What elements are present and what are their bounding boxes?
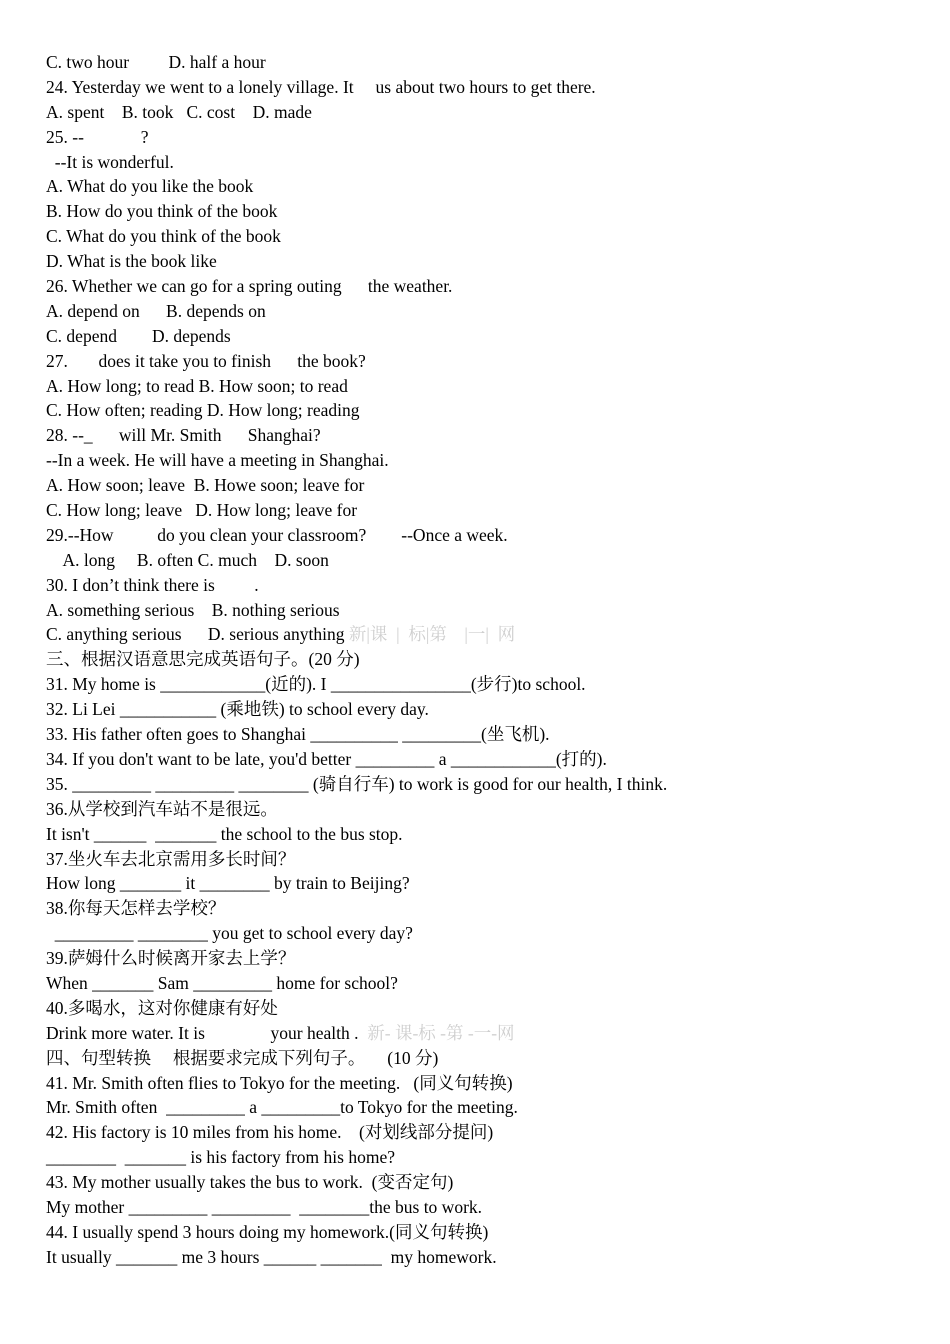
watermark: 新- 课-标 -第 -一-网: [358, 1022, 515, 1043]
text-line-content: Drink more water. It is your health .: [46, 1022, 359, 1043]
question-40: 40.多喝水，这对你健康有好处: [46, 997, 278, 1018]
text-line: It usually _______ me 3 hours ______ _______ my homework.: [46, 1246, 497, 1267]
text-line-content: C. anything serious D. serious anything: [46, 624, 345, 645]
section-3-heading: 三、根据汉语意思完成英语句子。(20 分): [46, 649, 360, 670]
text-line: When _______ Sam _________ home for school?: [46, 972, 398, 993]
text-line: C. How long; leave D. How long; leave for: [46, 500, 358, 521]
worksheet-page: [46, 50, 926, 1270]
question-35: 35. _________ _________ ________ (骑自行车) to work is good for our health, I think.: [46, 773, 668, 794]
question-29: 29.--How do you clean your classroom? --Once a week.: [46, 524, 508, 545]
text-line: A. spent B. took C. cost D. made: [46, 101, 312, 122]
question-38: 38.你每天怎样去学校？: [46, 898, 226, 919]
text-line: --It is wonderful.: [46, 151, 174, 172]
question-27: 27. does it take you to finish the book?: [46, 350, 366, 371]
question-28: 28. --_ will Mr. Smith Shanghai?: [46, 425, 321, 446]
text-line: It isn't ______ _______ the school to the bus stop.: [46, 823, 403, 844]
text-line: A. depend on B. depends on: [46, 300, 266, 321]
question-26: 26. Whether we can go for a spring outing the weather.: [46, 276, 453, 297]
text-line: ________ _______ is his factory from his home?: [46, 1147, 395, 1168]
question-32: 32. Li Lei ___________ (乘地铁) to school every day.: [46, 699, 429, 720]
question-39: 39.萨姆什么时候离开家去上学？: [46, 948, 296, 969]
question-25: 25. -- ?: [46, 126, 149, 147]
question-31: 31. My home is ____________(近的). I ________________(步行)to school.: [46, 674, 586, 695]
question-41: 41. Mr. Smith often flies to Tokyo for the meeting. (同义句转换): [46, 1072, 513, 1093]
text-line: A. long B. often C. much D. soon: [46, 549, 329, 570]
question-44: 44. I usually spend 3 hours doing my homework.(同义句转换): [46, 1221, 489, 1242]
question-34: 34. If you don't want to be late, you'd better _________ a ____________(打的).: [46, 748, 607, 769]
watermark: 新|课 | 标|第 |一| 网: [344, 624, 516, 645]
question-30: 30. I don’t think there is .: [46, 574, 259, 595]
text-line: C. two hour D. half a hour: [46, 52, 266, 72]
question-37: 37.坐火车去北京需用多长时间？: [46, 848, 296, 869]
question-36: 36.从学校到汽车站不是很远。: [46, 798, 278, 819]
text-line: C. depend D. depends: [46, 325, 231, 346]
question-33: 33. His father often goes to Shanghai __________ _________(坐飞机).: [46, 724, 550, 745]
section-4-heading: 四、句型转换 根据要求完成下列句子。 (10 分): [46, 1047, 439, 1068]
question-42: 42. His factory is 10 miles from his home. (对划线部分提问): [46, 1122, 494, 1143]
text-line: A. something serious B. nothing serious: [46, 599, 340, 620]
text-line: Mr. Smith often _________ a _________to Tokyo for the meeting.: [46, 1097, 518, 1118]
text-line: [46, 622, 926, 647]
text-line: My mother _________ _________ ________the bus to work.: [46, 1196, 483, 1217]
text-line: C. What do you think of the book: [46, 226, 281, 247]
text-line: _________ ________ you get to school every day?: [46, 923, 413, 944]
text-line: How long _______ it ________ by train to Beijing?: [46, 873, 410, 894]
text-line: A. How soon; leave B. Howe soon; leave for: [46, 475, 365, 496]
text-line: A. What do you like the book: [46, 176, 254, 197]
text-line: C. How often; reading D. How long; reading: [46, 400, 360, 421]
text-line: [46, 1021, 926, 1046]
text-line: A. How long; to read B. How soon; to read: [46, 375, 348, 396]
question-43: 43. My mother usually takes the bus to work. (变否定句): [46, 1172, 454, 1193]
question-24: 24. Yesterday we went to a lonely village. It us about two hours to get there.: [46, 76, 596, 97]
text-line: --In a week. He will have a meeting in Shanghai.: [46, 450, 389, 471]
text-line: B. How do you think of the book: [46, 201, 278, 222]
text-line: D. What is the book like: [46, 251, 217, 272]
